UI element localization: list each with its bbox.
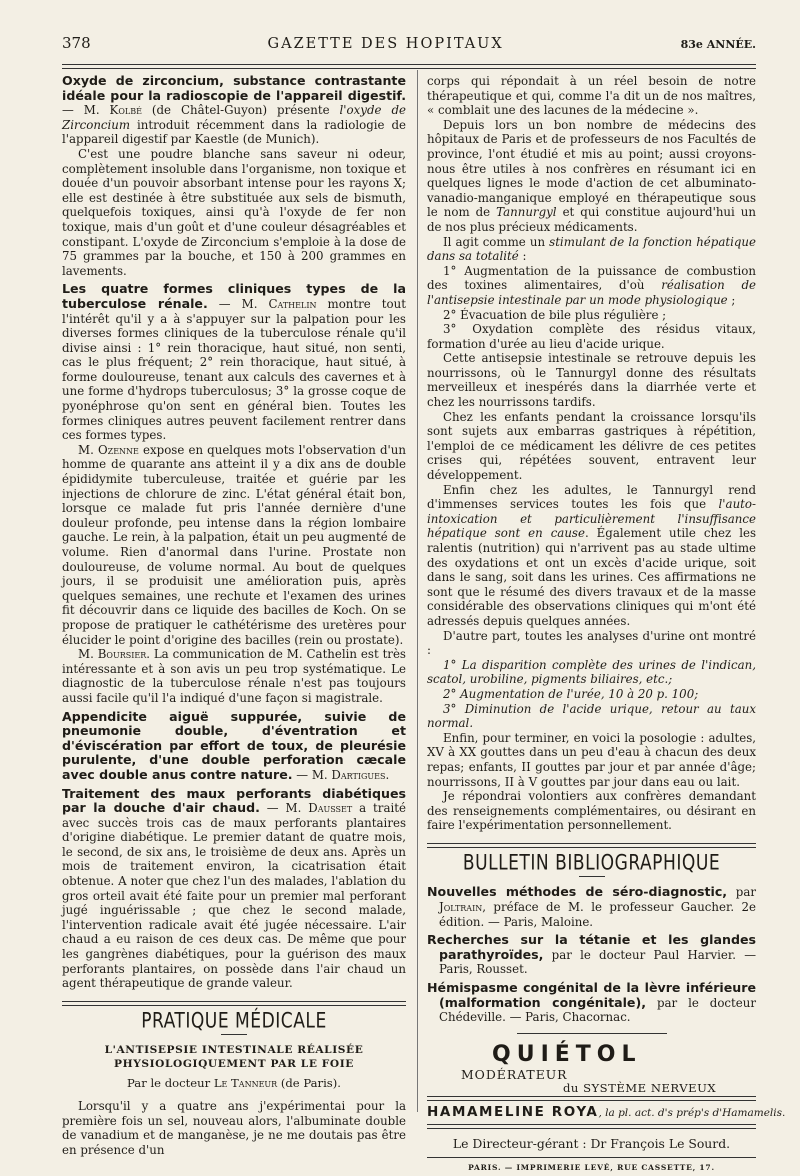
article-zirconcium: Oxyde de zirconcium, substance contrastante idéale pour la radioscopie de l'appareil digestif. — M. Kolbé (de Châtel-Guyon) présente l'oxyde de Zirconcium introduit récemment dans la radiologie de l'appareil digestif par Kaestle (de Munich). — [62, 73, 406, 147]
paragraph: 2° Évacuation de bile plus régulière ; — [443, 307, 667, 322]
quietol-ad — [427, 1041, 756, 1095]
advertisement-area — [427, 1033, 786, 1176]
paragraph: C'est une poudre blanche sans saveur ni odeur, complètement insoluble dans l'organisme, non toxique et douée d'un pouvoir absorbant intense pour les rayons X; elle est destinée à être substituée aux sels de bismuth, quelquefois toxiques, ainsi qu'à l'oxyde de fer non toxique, mais d'un goût et d'une couleur désagréables et constipant. L'oxyde de Zirconcium s'emploie à la dose de 75 grammes par la bouche, et 150 à 200 grammes en lavements. — [62, 146, 406, 278]
quietol-tagline: du SYSTÈME NERVEUX — [563, 1080, 717, 1095]
paragraph: Depuis lors un bon nombre de médecins des hôpitaux de Paris et de professeurs de nos Facultés de province, l'ont étudié et mis au point; aussi croyons-nous être utiles à nos confrères en résumant ici en quelques lignes le mode d'action de cet albuminato-vanadio-manganique employé en thérapeutique sous le nom de Tannurgyl et qui constitue aujourd'hui un de nos plus précieux médicaments. — [427, 117, 756, 234]
paragraph: Lorsqu'il y a quatre ans j'expérimentai pour la première fois un sel, nouveau alors, l'albuminate double de vanadium et de manganèse, je ne me doutais pas être en présence d'un — [62, 1099, 406, 1157]
paragraph: Enfin, pour terminer, en voici la posologie : adultes, XV à XX gouttes dans un peu d'eau à chacun des deux repas; enfants, II gouttes par jour et par année d'âge; nourrissons, II à V gouttes par jour dans eau ou lait. — [427, 730, 756, 789]
column-separator — [417, 70, 418, 1112]
paragraph: Je répondrai volontiers aux confrères demandant des renseignements complémentaires, ou désirant en faire l'expérimentation personnellement. — [427, 789, 756, 833]
article-title: Traitement des maux perforants diabétiques par la douche d'air chaud. — [62, 785, 406, 816]
hamameline-brand: HAMAMELINE ROYA — [427, 1103, 599, 1120]
section-title: PRATIQUE MÉDICALE — [141, 1008, 327, 1033]
author-name: Boursier — [97, 647, 147, 662]
paragraph: Enfin chez les adultes, le Tannurgyl rend d'immenses services toutes les fois que l'auto-intoxication et particulièrement l'insuffisance hépatique sont en cause. Également utile chez les ralentis (nutrition) qui n'arrivent pas au stade ultime des oxydations et ont un excès d'acide urique, soit dans le sang, soit dans les urines. Ces affirmations ne sont que le résumé des divers travaux et de la masse considérable des observations cliniques qui m'ont été adressés depuis quelques années. — [427, 482, 756, 628]
article-heading: L'ANTISEPSIE INTESTINALE RÉALISÉE PHYSIOLOGIQUEMENT PAR LE FOIE — [104, 1044, 364, 1071]
byline: Par le docteur Le Tanneur (de Paris). — [127, 1076, 341, 1091]
director-line: Le Directeur-gérant : Dr François Le Sourd. — [452, 1136, 731, 1152]
author-name: Dausset — [308, 801, 353, 816]
paragraph: M. Ozenne expose en quelques mots l'observation d'un homme de quarante ans atteint il y a dix ans de double épididymite tuberculeuse, traitée et guérie par les injections de chlorure de zinc. L'état général était bon, lorsque ce malade fut pris l'année dernière d'une douleur profonde, peu intense dans la région lombaire gauche. Le rein, à la palpation, était un peu augmenté de volume. Rien d'anormal dans l'urine. Prostate non douloureuse, de volume normal. Au bout de quelques jours, il se produisit une amélioration puis, après quelques semaines, une rechute et l'examen des urines fit découvrir dans ce liquide des bacilles de Koch. On se propose de pratiquer le cathétérisme des uretères pour élucider le point d'origine des bacilles (rein ou prostate). — [62, 442, 406, 647]
quietol-brand: QUIÉTOL — [492, 1041, 642, 1067]
paragraph: 1° La disparition complète des urines de l'indican, scatol, urobiline, pigments biliaires, etc.; — [427, 657, 756, 687]
paragraph: 3° Diminution de l'acide urique, retour au taux normal. — [427, 701, 756, 731]
article-appendicite: Appendicite aiguë suppurée, suivie de pneumonie double, d'éventration et d'éviscération par effort de toux, de pleurésie purulente, d'une double perforation cæcale avec double anus contre nature. — M. Dartigues. — [62, 708, 406, 782]
paragraph: corps qui répondait à un réel besoin de notre thérapeutique et qui, comme l'a dit un de nos maîtres, « comblait une des lacunes de la médecine ». — [427, 74, 756, 118]
left-column — [62, 74, 406, 1157]
quietol-subtitle: MODÉRATEUR — [461, 1066, 568, 1082]
page-number: 378 — [62, 34, 91, 52]
hamameline-description: , la pl. act. d's prép's d'Hamamelis. — [598, 1106, 786, 1119]
author-name: Joltrain — [439, 900, 483, 915]
header-rule — [62, 64, 756, 69]
author-name: Le Tanneur — [213, 1076, 278, 1091]
paragraph: Cette antisepsie intestinale se retrouve depuis les nourrissons, où le Tannurgyl donne des résultats merveilleux et inespérés dans la diarrhée verte et chez les nourrissons tardifs. — [427, 351, 756, 410]
author-name: Ozenne — [97, 442, 139, 457]
journal-title: GAZETTE DES HOPITAUX — [267, 36, 504, 52]
section-title: BULLETIN BIBLIOGRAPHIQUE — [462, 850, 721, 875]
bibliography-entry: Hémispasme congénital de la lèvre inférieure (malformation congénitale), par le docteur Chédeville. — Paris, Chacornac. — [427, 980, 756, 1025]
author-name: Cathelin — [268, 296, 317, 311]
paragraph: 2° Augmentation de l'urée, 10 à 20 p. 100; — [443, 686, 699, 701]
bulletin-header-box — [427, 843, 756, 878]
paragraph: D'autre part, toutes les analyses d'urine ont montré : — [427, 628, 756, 658]
year-label: 83e ANNÉE. — [680, 38, 756, 51]
author-name: Dartigues — [331, 767, 386, 782]
paragraph: 1° Augmentation de la puissance de combustion des toxines alimentaires, d'où réalisation de l'antisepsie intestinale par un mode physiologique ; — [427, 263, 756, 307]
paragraph: 3° Oxydation complète des résidus vitaux, formation d'urée au lieu d'acide urique. — [427, 322, 756, 351]
page-header — [62, 34, 756, 58]
article-tuberculose: Les quatre formes cliniques types de la tuberculose rénale. — M. Cathelin montre tout l'intérêt qu'il y a à s'appuyer sur la palpation pour les diverses formes cliniques de la tuberculose rénale qu'il divise ainsi : 1° rein thoracique, haut situé, non senti, cas le plus fréquent; 2° rein thoracique, haut situé, à forme douloureuse, tenant aux calculs des cavernes et à une forme d'hydrops tuberculosus; 3° la grosse coque de pyonéphrose qu'on sent en général bien. Toutes les formes cliniques autres peuvent facilement rentrer dans ces formes types. — [62, 281, 406, 443]
right-column — [427, 74, 786, 1176]
bibliography-entry: Recherches sur la tétanie et les glandes parathyroïdes, par le docteur Paul Harvier. — Paris, Rousset. — [427, 932, 756, 977]
paragraph: Il agit comme un stimulant de la fonction hépatique dans sa totalité : — [427, 234, 757, 264]
article-title: Appendicite aiguë suppurée, suivie de pneumonie double, d'éventration et d'éviscération par effort de toux, de pleurésie purulente, d'une double perforation cæcale avec double anus contre nature. — [62, 708, 406, 782]
bibliography-entry: Nouvelles méthodes de séro-diagnostic, par Joltrain, préface de M. le professeur Gaucher. 2e édition. — Paris, Maloine. — [427, 884, 756, 929]
section-header-box — [62, 1001, 406, 1036]
article-title: Les quatre formes cliniques types de la tuberculose rénale. — [62, 281, 406, 311]
article-title: Oxyde de zirconcium, substance contrastante idéale pour la radioscopie de l'appareil digestif. — [62, 73, 406, 103]
hamameline-ad — [427, 1103, 786, 1121]
article-maux-perforants: Traitement des maux perforants diabétiques par la douche d'air chaud. — M. Dausset a traité avec succès trois cas de maux perforants plantaires d'origine diabétique. Le premier datant de quatre mois, le second, de six ans, le troisième de deux ans. Après un mois de traitement environ, la cicatrisation était obtenue. A noter que chez l'un des malades, l'ablation du gros orteil avait été faite pour un premier mal perforant jugé inguérissable ; que chez le second malade, l'intervention radicale avait été jugée nécessaire. L'air chaud a eu raison de ces deux cas. De même que pour les gangrènes diabétiques, pour la guérison des maux perforants plantaires, on possède dans l'air chaud un agent thérapeutique de grande valeur. — [62, 785, 406, 991]
paragraph: Chez les enfants pendant la croissance lorsqu'ils sont sujets aux embarras gastriques à répétition, l'emploi de ce médicament les délivre de ces petites crises qui, répétées souvent, entravent leur développement. — [427, 409, 756, 483]
author-name: Kolbé — [109, 103, 142, 118]
imprint-line: PARIS. — IMPRIMERIE LEVÉ, RUE CASSETTE, 17. — [468, 1163, 715, 1172]
paragraph: M. Boursier. La communication de M. Cathelin est très intéressante et à son avis un peu trop systématique. Le diagnostic de la tuberculose rénale n'est pas toujours aussi facile qu'il l'a indiqué d'une façon si magistrale. — [62, 647, 406, 705]
